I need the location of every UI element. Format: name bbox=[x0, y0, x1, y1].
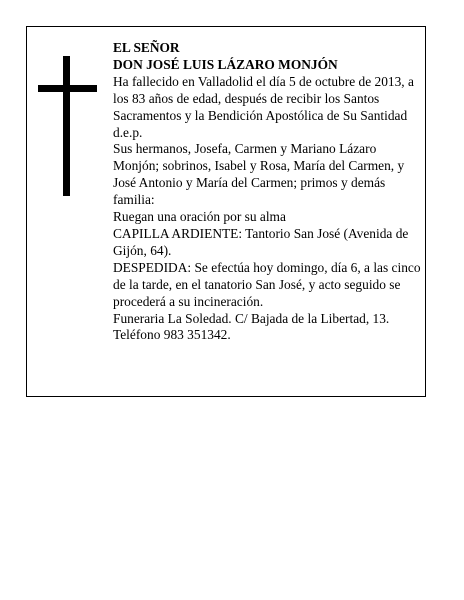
cross-icon bbox=[63, 56, 70, 196]
death-announcement: Ha fallecido en Valladolid el día 5 de octubre de 2013, a los 83 años de edad, después de recibir los Santos Sacramentos y la Bendición Apostólica de Su Santidad d.e.p. bbox=[113, 73, 414, 140]
farewell-info: DESPEDIDA: Se efectúa hoy domingo, día 6, a las cinco de la tarde, en el tanatorio San José, y acto seguido se procederá a su incineración. bbox=[113, 259, 421, 309]
prayer-request: Ruegan una oración por su alma bbox=[113, 209, 286, 225]
title-line-1: EL SEÑOR bbox=[113, 40, 180, 55]
cross-icon-crossbar bbox=[38, 85, 97, 92]
obituary-text bbox=[113, 40, 423, 344]
family-list: Sus hermanos, Josefa, Carmen y Mariano Lázaro Monjón; sobrinos, Isabel y Rosa, María del Carmen, y José Antonio y María del Carmen; primos y demás familia: bbox=[113, 141, 405, 208]
funeral-home-info: Funeraria La Soledad. C/ Bajada de la Libertad, 13. Teléfono 983 351342. bbox=[113, 310, 390, 343]
deceased-name: DON JOSÉ LUIS LÁZARO MONJÓN bbox=[113, 56, 338, 72]
chapel-info: CAPILLA ARDIENTE: Tantorio San José (Avenida de Gijón, 64). bbox=[113, 225, 409, 258]
